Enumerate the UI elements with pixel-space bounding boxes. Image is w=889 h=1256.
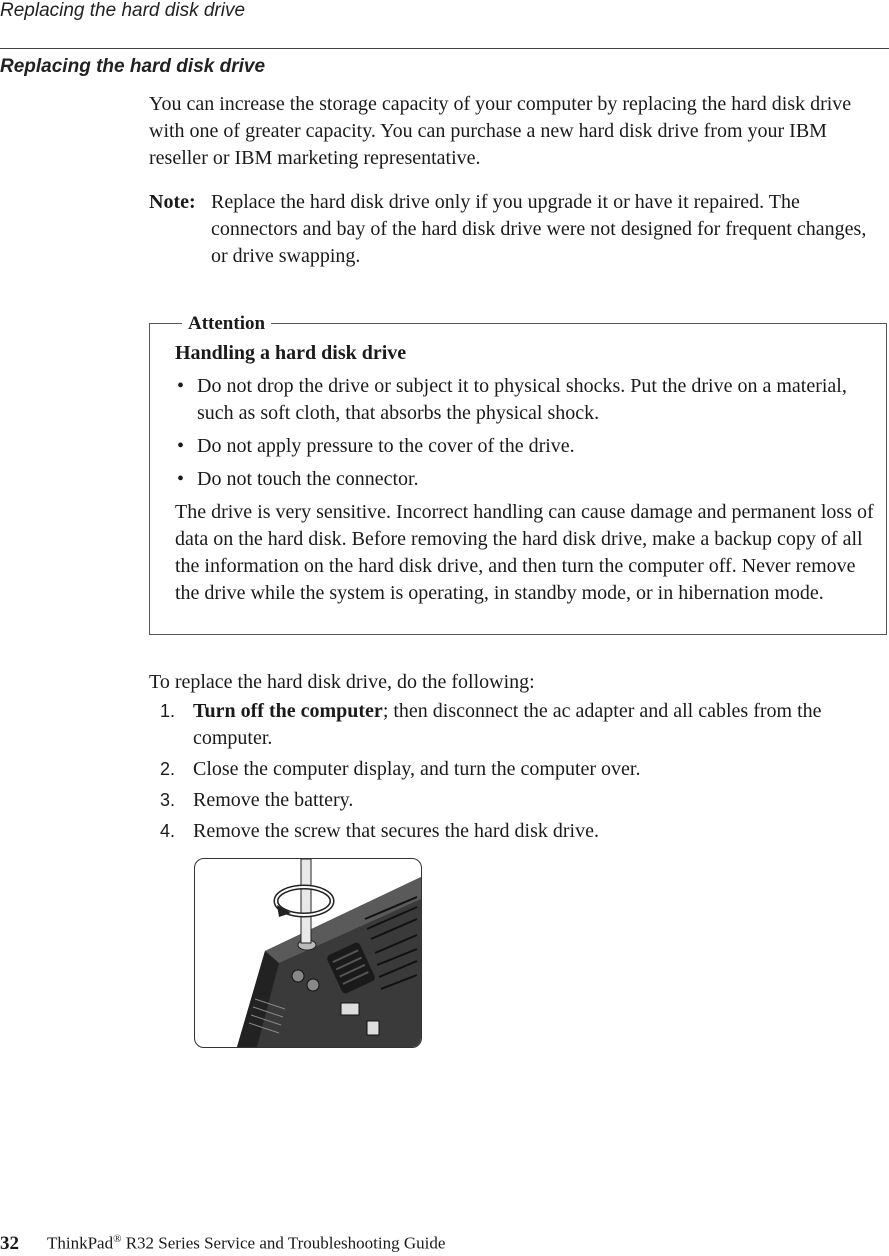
step-text: Remove the screw that secures the hard disk drive.: [193, 820, 599, 842]
step-number: 3.: [160, 790, 176, 810]
bullet-text: Do not apply pressure to the cover of the drive.: [197, 435, 575, 457]
running-header: Replacing the hard disk drive: [0, 0, 246, 21]
procedure-steps: [160, 698, 880, 849]
registered-mark: ®: [113, 1233, 122, 1246]
book-title: [47, 1233, 445, 1254]
attention-content: [175, 340, 875, 607]
book-title-rest: R32 Series Service and Troubleshooting Guide: [121, 1234, 446, 1253]
procedure-intro: To replace the hard disk drive, do the following:: [149, 671, 535, 693]
step-text: ; then disconnect the ac adapter and all cables from the computer.: [193, 700, 822, 749]
screwdriver-icon: [195, 859, 421, 1047]
list-item: [175, 466, 875, 493]
step-item: [160, 756, 880, 783]
attention-box: [149, 313, 887, 635]
intro-paragraph: You can increase the storage capacity of your computer by replacing the hard disk drive with one of greater capacity. You can purchase a new hard disk drive from your IBM reseller or IBM marketing representative.: [149, 93, 852, 169]
attention-bullet-list: [175, 373, 875, 493]
step-item: [160, 787, 880, 814]
book-title-brand: ThinkPad: [47, 1234, 114, 1253]
step-number: 4.: [160, 821, 176, 841]
note-block: [149, 189, 884, 270]
screw-removal-figure: [194, 858, 422, 1048]
note-text: Replace the hard disk drive only if you upgrade it or have it repaired. The connectors and bay of the hard disk drive were not designed for frequent changes, or drive swapping.: [211, 191, 867, 267]
bullet-icon: •: [177, 435, 185, 457]
step-number: 1.: [160, 701, 176, 721]
step-item: [160, 698, 880, 752]
step-item: [160, 818, 880, 845]
step-text: Close the computer display, and turn the computer over.: [193, 758, 641, 780]
step-text: Remove the battery.: [193, 789, 354, 811]
section-title: Replacing the hard disk drive: [0, 56, 266, 77]
bullet-text: Do not touch the connector.: [197, 468, 419, 490]
header-divider: [0, 48, 889, 49]
list-item: [175, 373, 875, 427]
page-footer: [0, 1233, 445, 1255]
step-number: 2.: [160, 759, 176, 779]
page-number: 32: [0, 1233, 19, 1254]
step-emphasis: Turn off the computer: [193, 700, 383, 722]
list-item: [175, 433, 875, 460]
note-label: Note:: [149, 191, 196, 213]
attention-heading: Handling a hard disk drive: [175, 342, 407, 364]
attention-paragraph: The drive is very sensitive. Incorrect handling can cause damage and permanent loss of data on the hard disk. Before removing the hard disk drive, make a backup copy of all the information on the hard disk drive, and then turn the computer off. Never remove the drive while the system is operating, in standby mode, or in hibernation mode.: [175, 501, 874, 604]
bullet-text: Do not drop the drive or subject it to physical shocks. Put the drive on a material, such as soft cloth, that absorbs the physical shock.: [197, 375, 847, 424]
bullet-icon: •: [177, 468, 185, 490]
attention-legend: Attention: [182, 313, 271, 335]
bullet-icon: •: [177, 375, 185, 397]
